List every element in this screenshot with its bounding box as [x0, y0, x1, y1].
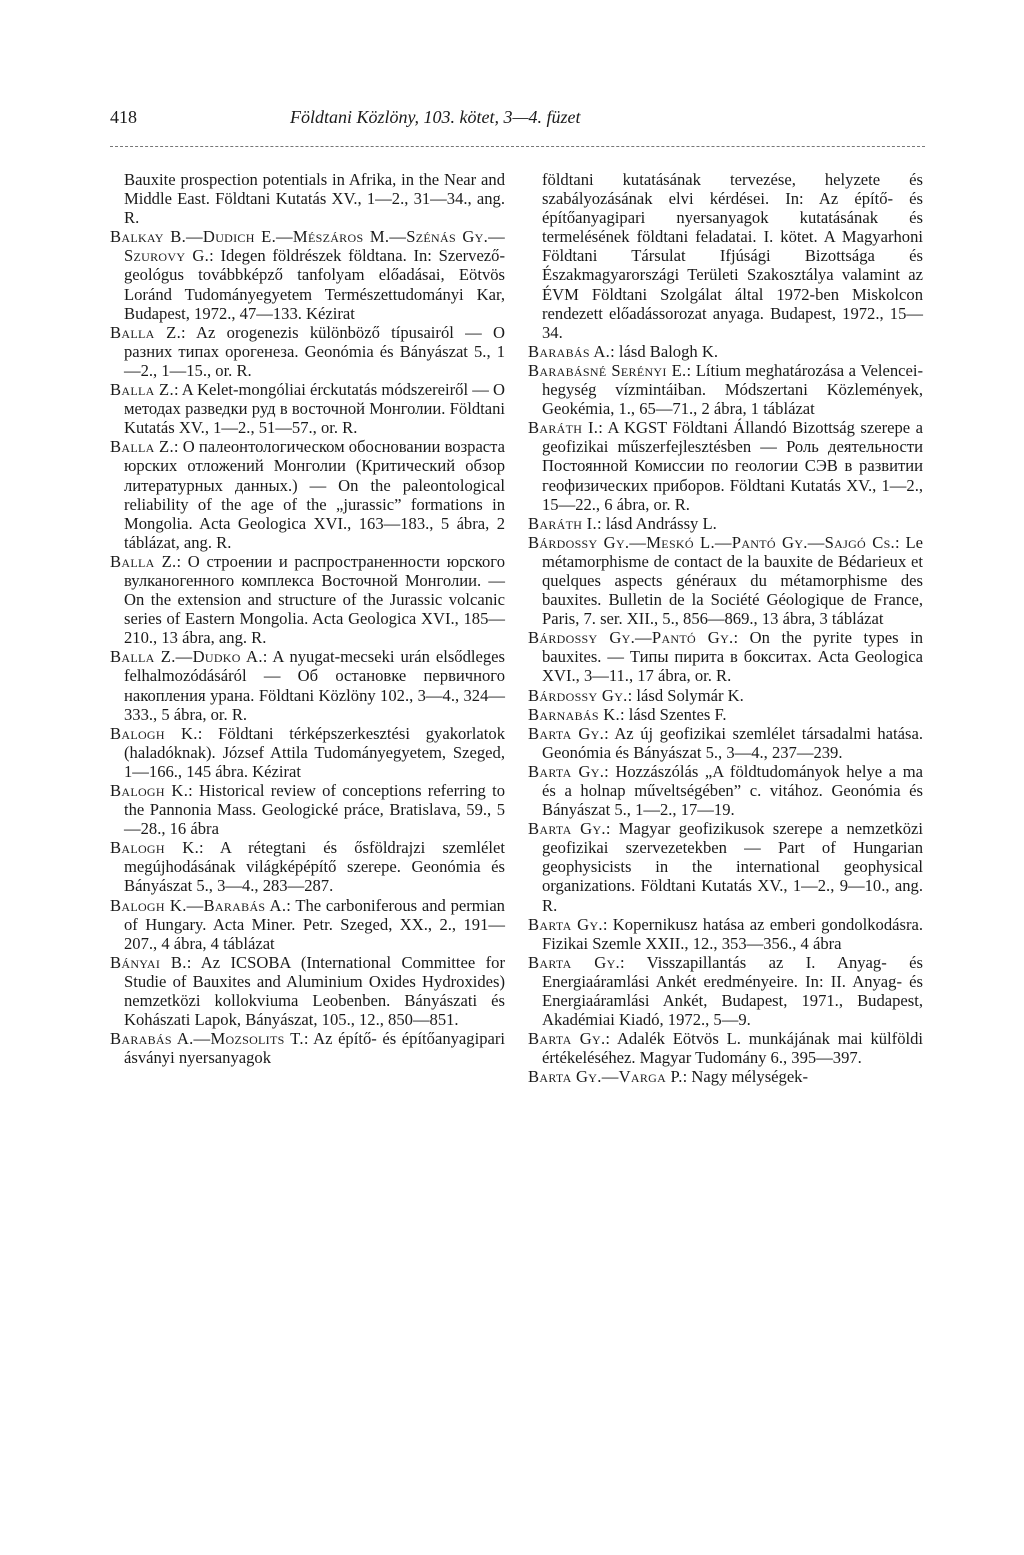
- bibliography-entry: [528, 762, 923, 819]
- entry-text: : Az ICSOBA (International Committee for Studie of Bauxites and Aluminium Oxides Hydroxides) nemzetközi kollokviuma Leobenben. Bányászati és Kohászati Lapok, Bányászat, 105., 12., 850—851.: [124, 952, 505, 1030]
- bibliography-entry: [528, 361, 923, 418]
- entry-text: : lásd Solymár K.: [627, 685, 744, 705]
- entry-text: : Az orogenezis különböző típusairól — О разних типах орогенеза. Geonómia és Bányászat 5., 1—2., 1—15., or. R.: [124, 322, 505, 380]
- bibliography-entry: [110, 838, 505, 895]
- entry-text: : О строении и распространенности юрского вулканогенного комплекса Восточной Монголии. — On the extension and structure of the Jurassic volcanic series of Eastern Mongolia. Acta Geologica XVI., 185—210., 13 ábra, ang. R.: [124, 551, 505, 648]
- entry-author: Balogh K.—Barabás A.: [110, 895, 287, 915]
- entry-text: : Le métamorphisme de contact de la bauxite de Bédarieux et quelques aspects généraux du métamorphisme des bauxites. Bulletin de la Société Géologique de France, Paris, 7. ser. XII., 5., 856—869., 13 ábra, 3 táblázat: [542, 532, 923, 629]
- bibliography-entry: [528, 418, 923, 513]
- bibliography-entry: [528, 514, 923, 533]
- entry-author: Balogh K.: [110, 781, 189, 800]
- bibliography-entry: [528, 915, 923, 953]
- entry-author: Barta Gy.: [528, 1029, 606, 1049]
- page-number: 418: [110, 107, 137, 127]
- entry-author: Barnabás K.: [528, 704, 620, 724]
- entry-text: : Az új geofizikai szemlélet társadalmi hatása. Geonómia és Bányászat 5., 3—4., 237—239.: [542, 723, 923, 762]
- entry-text: : Az építő- és építőanyagipari ásványi nyersanyagok: [124, 1029, 505, 1068]
- entry-author: Barta Gy.: [528, 952, 620, 972]
- bibliography-entry: [528, 724, 923, 762]
- bibliography-entry: [528, 342, 923, 361]
- entry-text: : A Kelet-mongóliai érckutatás módszereiről — О методах разведки руд в восточной Монголии. Földtani Kutatás XV., 1—2., 51—57., or. R.: [124, 380, 505, 438]
- entry-text: : A nyugat-mecseki urán elsődleges felhalmozódásáról — Об остановке первичного накопления урана. Földtani Közlöny 102., 3—4., 324—333., 5 ábra, or. R.: [124, 647, 505, 724]
- entry-text: : Földtani térképszerkesztési gyakorlatok (haladóknak). József Attila Tudományegyetem, Szeged, 1—166., 145 ábra. Kézirat: [124, 723, 505, 781]
- bibliography-entry: [528, 1029, 923, 1067]
- bibliography-entry: [528, 170, 923, 342]
- bibliography-entry: [110, 323, 505, 380]
- entry-text: : Lítium meghatározása a Velencei-hegység vízmintáiban. Módszertani Közlemények, Geokémia, 1., 65—71., 2 ábra, 1 táblázat: [542, 360, 924, 419]
- left-column: [110, 170, 505, 1067]
- bibliography-entry: [110, 552, 505, 647]
- entry-text: : Hozzászólás „A földtudományok helye a ma és a holnap műveltségében” c. vitához. Geonómia és Bányászat 5., 1—2., 17—19.: [542, 761, 923, 820]
- entry-author: Balla Z.: [110, 380, 174, 400]
- bibliography-entry: [528, 628, 923, 685]
- bibliography-entry: [528, 705, 923, 724]
- entry-author: Balogh K.: [110, 838, 200, 858]
- entry-author: Balla Z.: [110, 322, 182, 342]
- entry-author: Balla Z.—Dudko A.: [110, 647, 263, 667]
- bibliography-entry: [110, 724, 505, 781]
- bibliography-entry: [110, 1029, 505, 1067]
- entry-author: Balkay B.—Dudich E.—Mészáros M.—Szénás Gy.—Szurovy G.: [110, 227, 505, 266]
- entry-author: Barta Gy.—Varga P.: [528, 1067, 683, 1087]
- entry-author: Barabásné Serényi E.: [528, 360, 687, 380]
- entry-text: Bauxite prospection potentials in Afrika, in the Near and Middle East. Földtani Kutatás XV., 1—2., 31—34., ang. R.: [124, 170, 505, 228]
- entry-author: Bárdossy Gy.: [528, 685, 628, 705]
- bibliography-entry: [110, 953, 505, 1029]
- entry-author: Balla Z.: [110, 437, 174, 457]
- entry-author: Baráth I.: [528, 513, 597, 533]
- running-head: Földtani Közlöny, 103. kötet, 3—4. füzet: [290, 107, 581, 127]
- entry-author: Barta Gy.: [528, 723, 605, 743]
- entry-author: Barta Gy.: [528, 761, 605, 781]
- entry-text: : Historical review of conceptions referring to the Pannonia Mass. Geologické práce, Bratislava, 59., 5—28., 16 ábra: [124, 781, 506, 839]
- entry-text: : The carboniferous and permian of Hungary. Acta Miner. Petr. Szeged, XX., 2., 191—207., 4 ábra, 4 táblázat: [124, 895, 505, 953]
- entry-text: : On the pyrite types in bauxites. — Типы пирита в бокситах. Acta Geologica XVI., 3—11., 17 ábra, or. R.: [542, 628, 924, 686]
- entry-text: : lásd Balogh K.: [610, 341, 718, 361]
- bibliography-entry: [528, 533, 923, 628]
- header-rule: [110, 146, 925, 147]
- entry-author: Barta Gy.: [528, 914, 603, 934]
- bibliography-entry: [528, 686, 923, 705]
- entry-author: Barta Gy.: [528, 819, 606, 839]
- bibliography-entry: [110, 380, 505, 437]
- entry-author: Balogh K.: [110, 723, 198, 743]
- bibliography-entry: [110, 437, 505, 552]
- entry-author: Bárdossy Gy.—Meskó L.—Pantó Gy.—Sajgó Cs.: [528, 532, 895, 552]
- entry-text: : Idegen földrészek földtana. In: Szervező-geológus továbbképző tanfolyam előadásai, Eötvös Loránd Tudományegyetem Természettudományi Kar, Budapest, 1972., 47—133. Kézirat: [124, 246, 505, 323]
- bibliography-entry: [110, 227, 505, 322]
- bibliography-entry: [528, 819, 923, 914]
- entry-text: : Adalék Eötvös L. munkájának mai külföldi értékeléséhez. Magyar Tudomány 6., 395—397.: [542, 1029, 924, 1068]
- entry-author: Bányai B.: [110, 952, 187, 972]
- entry-text: : A rétegtani és ősföldrajzi szemlélet megújhodásának világképépítő szerepe. Geonómia és Bányászat 5., 3—4., 283—287.: [124, 838, 505, 896]
- entry-text: földtani kutatásának tervezése, helyzete és szabályozásának elvi kérdései. In: Az építő- és építőanyagipari nyersanyagok kutatásának és termelésének földtani feladatai. I. kötet. A Magyarhoni Földtani Társulat Ifjúsági Bizottsága és Északmagyarországi Területi Szakosztálya valamint az ÉVM Földtani Szolgálat által 1972-ben Miskolcon rendezett előadássorozat anyaga. Budapest, 1972., 15—34.: [542, 170, 923, 342]
- entry-text: : lásd Szentes F.: [620, 704, 727, 724]
- entry-text: : A KGST Földtani Állandó Bizottság szerepe a geofizikai műszerfejlesztésben — Роль деятельности Постоянной Комиссии по геологии СЭВ в развитии геофизических приборов. Földtani Kutatás XV., 1—2., 15—22., 6 ábra, or. R.: [542, 418, 923, 514]
- bibliography-entry: [110, 647, 505, 723]
- bibliography-entry: [110, 170, 505, 227]
- entry-text: : Kopernikusz hatása az emberi gondolkodásra. Fizikai Szemle XXII., 12., 353—356., 4 ábra: [542, 914, 923, 953]
- entry-text: : О палеонтологическом обосновании возраста юрских отложений Монголии (Критический обзор литературных данных.) — On the paleontological reliability of the age of the „jurassic” formations in Mongolia. Acta Geologica XVI., 163—183., 5 ábra, 2 táblázat, ang. R.: [124, 437, 505, 552]
- entry-author: Barabás A.—Mozsolits T.: [110, 1029, 304, 1049]
- bibliography-entry: [110, 896, 505, 953]
- entry-author: Baráth I.: [528, 418, 599, 438]
- entry-author: Bárdossy Gy.—Pantó Gy.: [528, 628, 734, 648]
- entry-text: : Magyar geofizikusok szerepe a nemzetközi geofizikai szervezetekben — Part of Hungarian geophysicists in the international geophysical organizations. Földtani Kutatás XV., 1—2., 9—10., ang. R.: [542, 819, 923, 915]
- entry-text: : lásd Andrássy L.: [596, 513, 717, 533]
- entry-author: Barabás A.: [528, 341, 611, 361]
- right-column: [528, 170, 923, 1087]
- bibliography-entry: [110, 781, 505, 838]
- entry-text: : Nagy mélységek-: [682, 1067, 809, 1087]
- entry-author: Balla Z.: [110, 551, 177, 571]
- bibliography-entry: [528, 1067, 923, 1086]
- entry-text: : Visszapillantás az I. Anyag- és Energiaáramlási Ankét eredményeire. In: II. Anyag- és Energiaáramlási Ankét, Budapest, 1971., Budapest, Akadémiai Kiadó, 1972., 5—9.: [542, 952, 923, 1030]
- bibliography-entry: [528, 953, 923, 1029]
